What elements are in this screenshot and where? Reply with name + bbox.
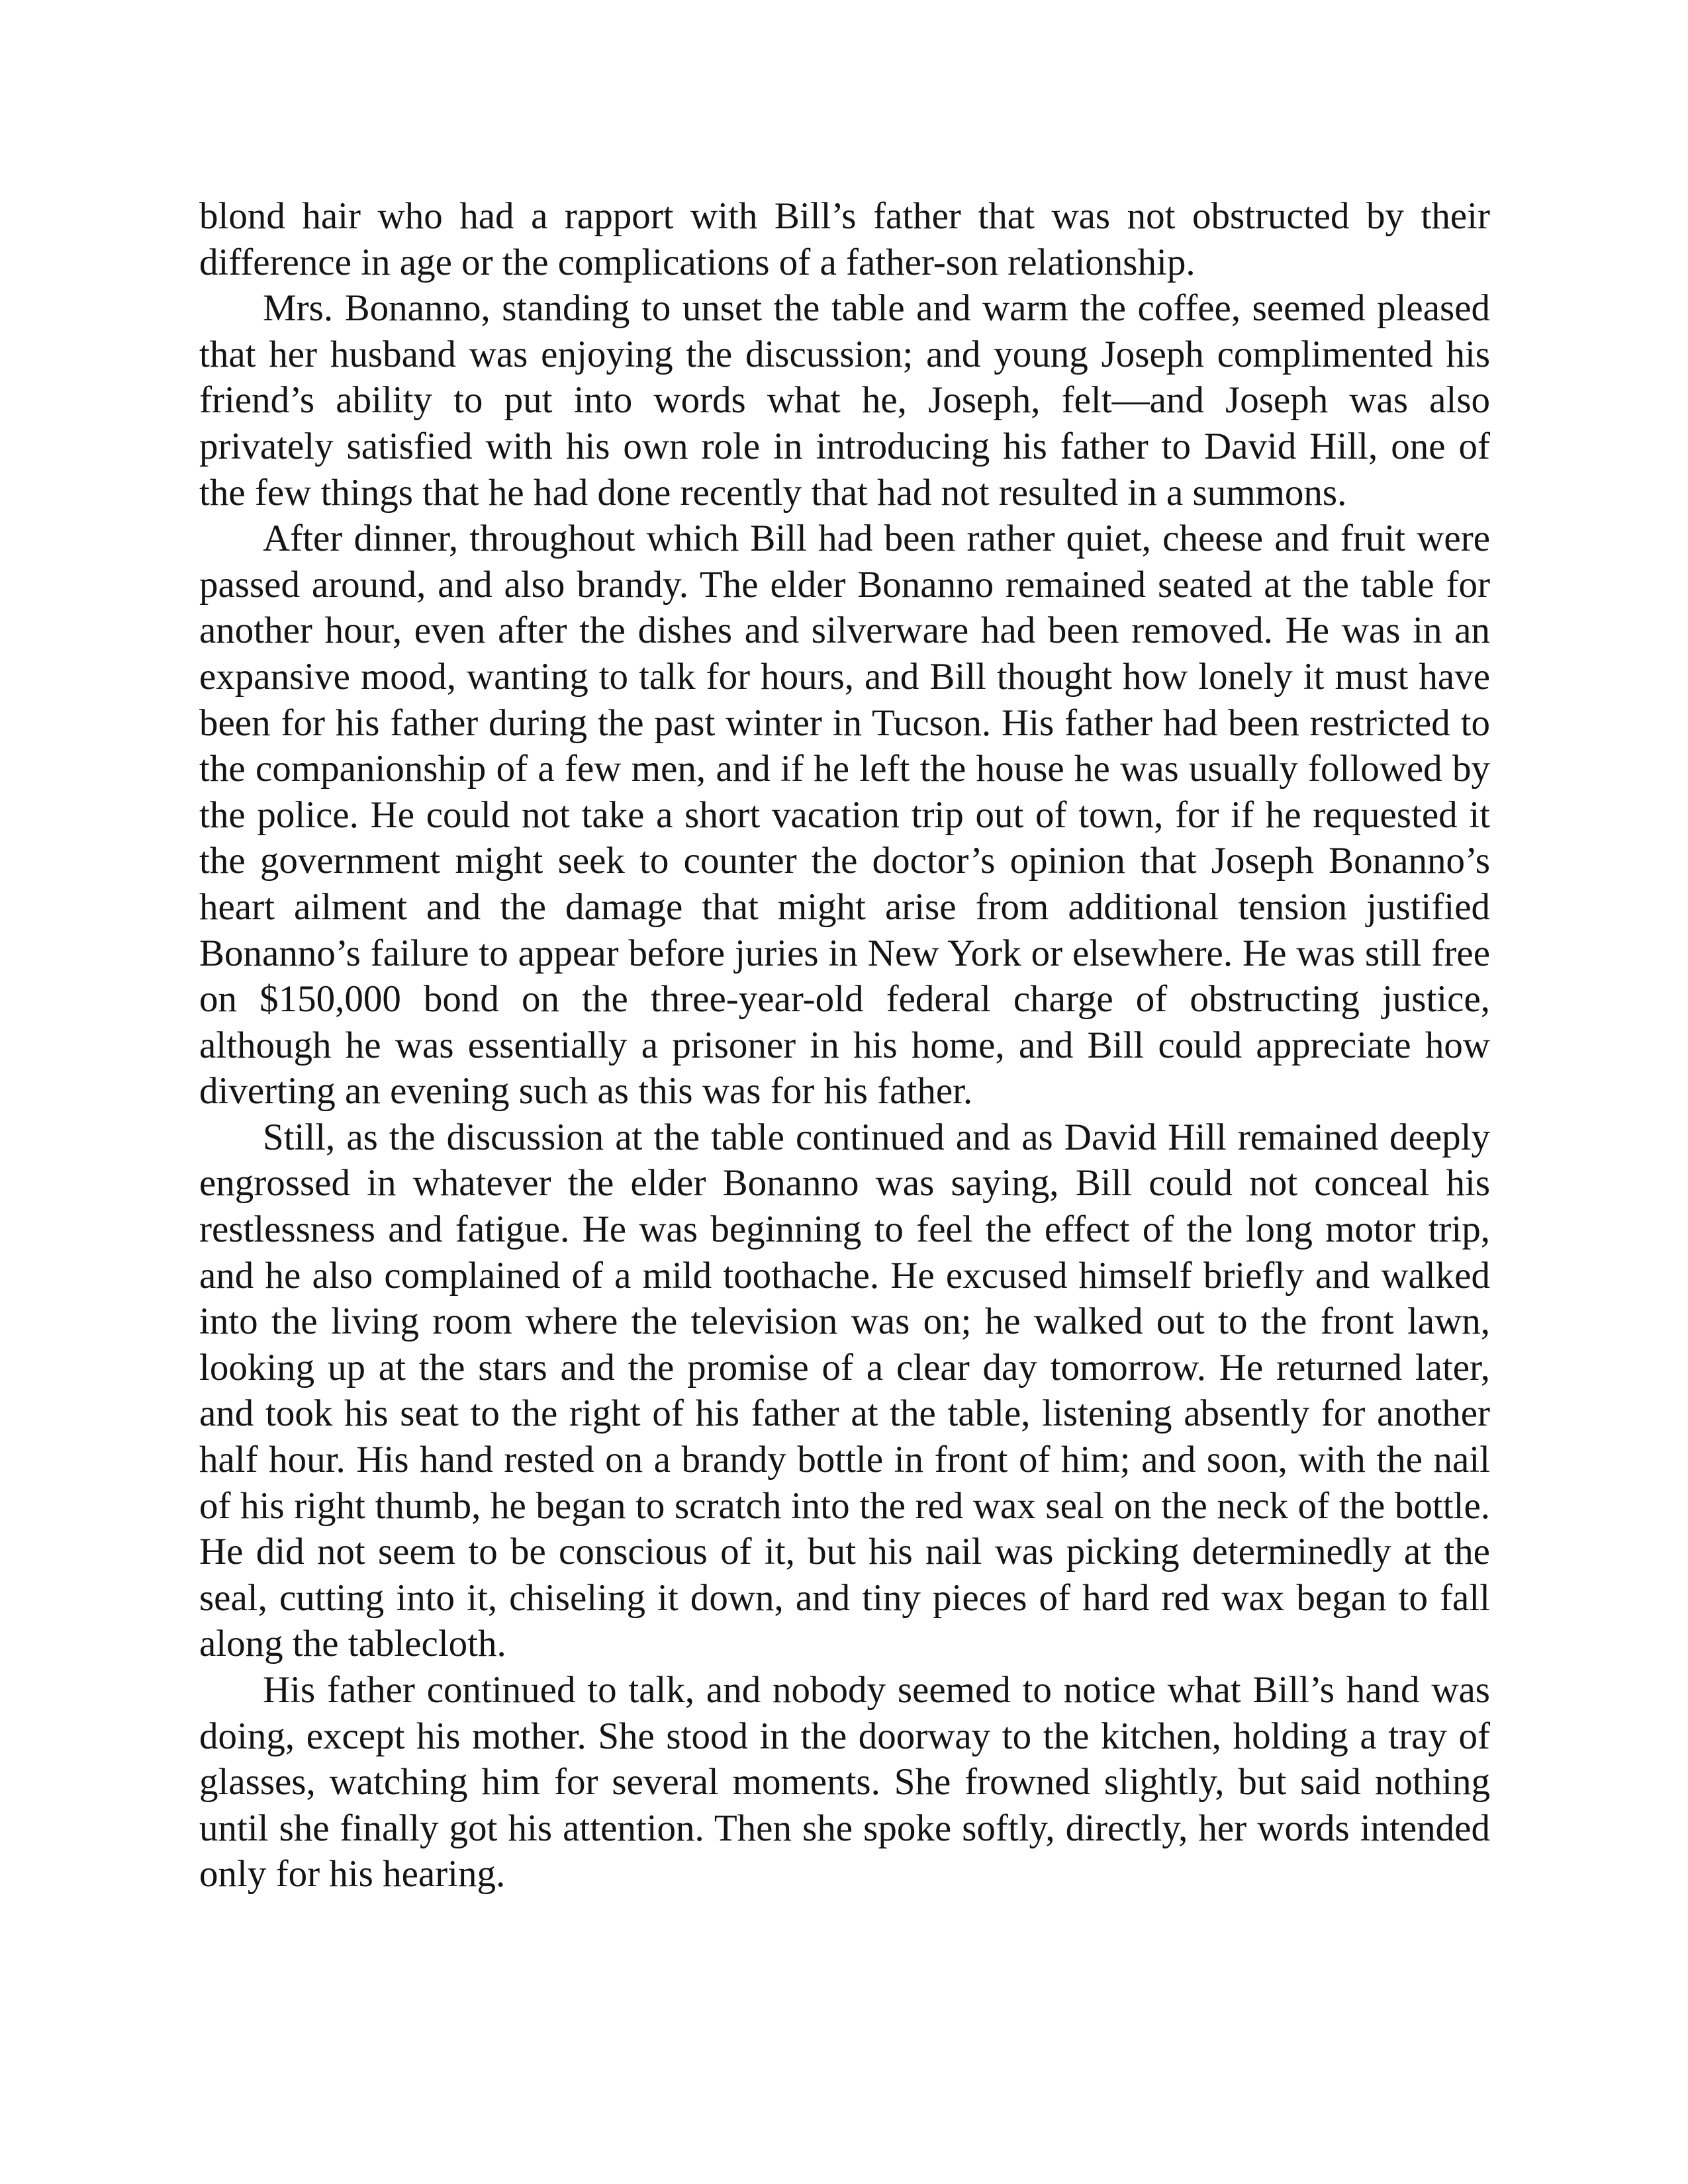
paragraph-after-dinner: After dinner, throughout which Bill had been rather quiet, cheese and fruit were passed around, and also brandy. The elder Bonanno remained seated at the table for another hour, even after the dishes and silverware had been removed. He was in an expansive mood, wanting to talk for hours, and Bill thought how lonely it must have been for his father during the past winter in Tucson. His father had been restricted to the companionship of a few men, and if he left the house he was usually followed by the police. He could not take a short vacation trip out of town, for if he requested it the government might seek to counter the doctor’s opinion that Joseph Bonanno’s heart ailment and the damage that might arise from additional tension justified Bonanno’s failure to appear before juries in New York or elsewhere. He was still free on $150,000 bond on the three-year-old federal charge of obstructing justice, although he was essentially a prisoner in his home, and Bill could appreciate how diverting an evening such as this was for his father. — [199, 518, 1490, 1113]
paragraph-mrs-bonanno: Mrs. Bonanno, standing to unset the table and warm the coffee, seemed pleased that her husband was enjoying the discussion; and young Joseph complimented his friend’s ability to put into words what he, Joseph, felt—and Joseph was also privately satisfied with his own role in introducing his father to David Hill, one of the few things that he had done recently that had not resulted in a summons. — [199, 287, 1490, 514]
paragraph-still-discussion: Still, as the discussion at the table continued and as David Hill remained deeply engrossed in whatever the elder Bonanno was saying, Bill could not conceal his restlessness and fatigue. He was beginning to feel the effect of the long motor trip, and he also complained of a mild toothache. He excused himself briefly and walked into the living room where the television was on; he walked out to the front lawn, looking up at the stars and the promise of a clear day tomorrow. He returned later, and took his seat to the right of his father at the table, listening absently for another half hour. His hand rested on a brandy bottle in front of him; and soon, with the nail of his right thumb, he began to scratch into the red wax seal on the neck of the bottle. He did not seem to be conscious of it, but his nail was picking determinedly at the seal, cutting into it, chiseling it down, and tiny pieces of hard red wax began to fall along the tablecloth. — [199, 1116, 1490, 1665]
paragraph-father-continued: His father continued to talk, and nobody seemed to notice what Bill’s hand was doing, except his mother. She stood in the doorway to the kitchen, holding a tray of glasses, watching him for several moments. She frowned slightly, but said nothing until she finally got his attention. Then she spoke softly, directly, her words intended only for his hearing. — [199, 1669, 1490, 1895]
paragraph-continued: blond hair who had a rapport with Bill’s father that was not obstructed by their difference in age or the complications of a father-son relationship. — [199, 195, 1490, 283]
book-page — [199, 193, 1490, 1897]
